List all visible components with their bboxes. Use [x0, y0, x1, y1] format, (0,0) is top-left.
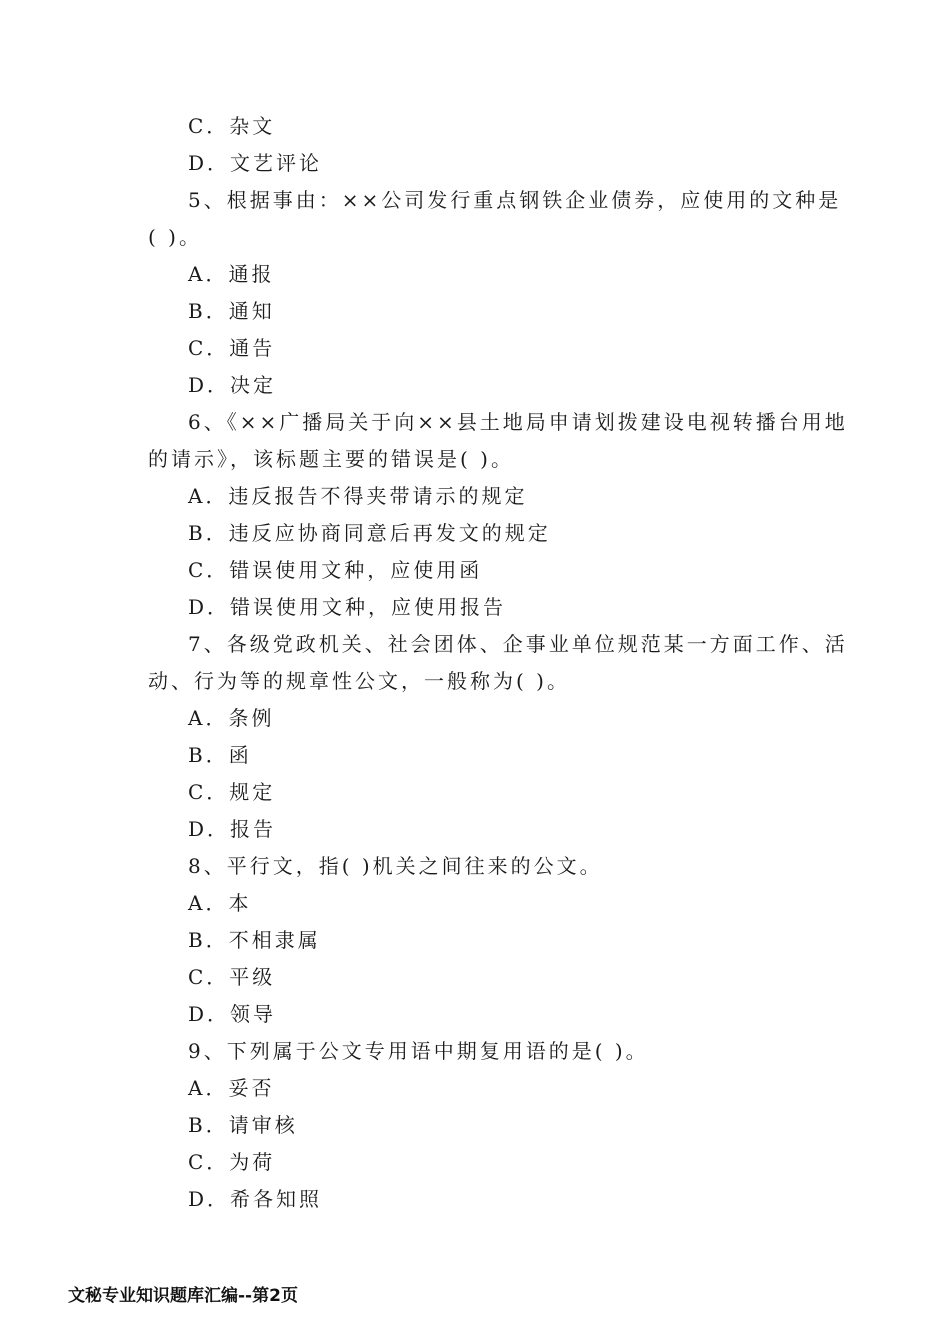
option-line: C．错误使用文种，应使用函 — [188, 558, 483, 582]
option-line: A．本 — [188, 891, 252, 915]
option-line: D．领导 — [188, 1002, 277, 1026]
question-continuation: 的请示》，该标题主要的错误是( )。 — [148, 447, 514, 471]
option-line: B．通知 — [188, 299, 275, 323]
option-line: B．函 — [188, 743, 252, 767]
option-line: C．为荷 — [188, 1150, 276, 1174]
question-continuation: ( )。 — [148, 225, 202, 249]
question-line: 6、《××广播局关于向××县土地局申请划拨建设电视转播台用地 — [188, 410, 848, 434]
option-line: A．条例 — [188, 706, 275, 730]
question-continuation: 动、行为等的规章性公文，一般称为( )。 — [148, 669, 570, 693]
option-line: B．不相隶属 — [188, 928, 321, 952]
question-line: 7、各级党政机关、社会团体、企事业单位规范某一方面工作、活 — [188, 632, 848, 656]
option-line: D．错误使用文种，应使用报告 — [188, 595, 507, 619]
option-line: D．文艺评论 — [188, 151, 323, 175]
option-line: A．通报 — [188, 262, 275, 286]
option-line: D．希各知照 — [188, 1187, 323, 1211]
option-line: C．杂文 — [188, 114, 276, 138]
option-line: D．决定 — [188, 373, 277, 397]
page-content — [148, 108, 848, 1218]
option-line: B．请审核 — [188, 1113, 298, 1137]
option-line: A．妥否 — [188, 1076, 275, 1100]
option-line: C．平级 — [188, 965, 276, 989]
option-line: C．通告 — [188, 336, 276, 360]
option-line: C．规定 — [188, 780, 276, 804]
question-line: 5、根据事由：××公司发行重点钢铁企业债券，应使用的文种是 — [188, 188, 842, 212]
option-line: A．违反报告不得夹带请示的规定 — [188, 484, 528, 508]
page-footer: 文秘专业知识题库汇编--第2页 — [68, 1286, 298, 1306]
question-line: 8、平行文，指( )机关之间往来的公文。 — [188, 854, 603, 878]
option-line: D．报告 — [188, 817, 277, 841]
option-line: B．违反应协商同意后再发文的规定 — [188, 521, 551, 545]
question-line: 9、下列属于公文专用语中期复用语的是( )。 — [188, 1039, 649, 1063]
